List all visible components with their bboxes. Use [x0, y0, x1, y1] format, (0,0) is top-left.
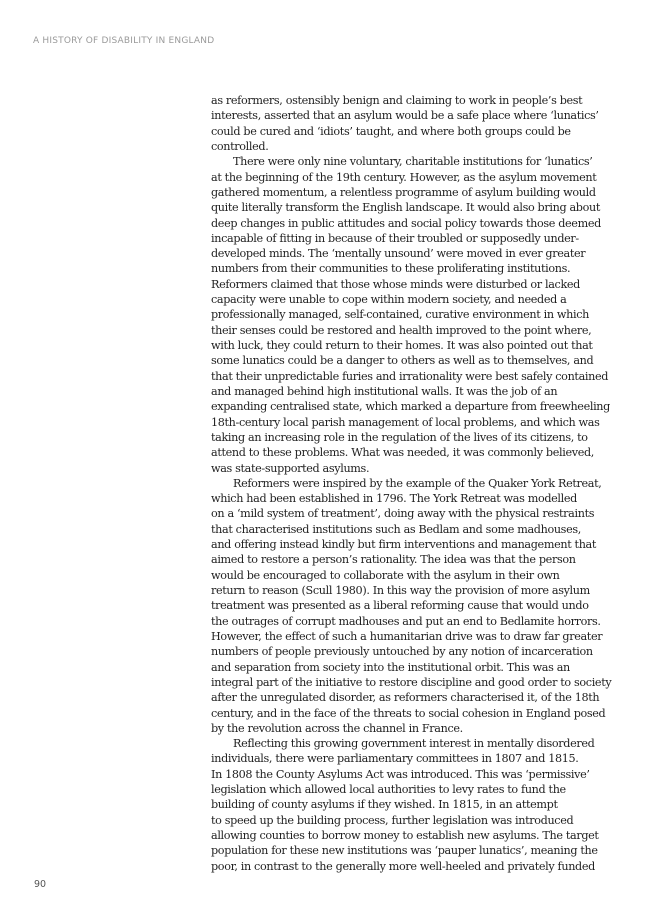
text-line: population for these new institutions was ‘pauper lunatics’, meaning the — [211, 844, 598, 858]
text-line: capacity were unable to cope within modern society, and needed a — [211, 293, 567, 307]
text-line: aimed to restore a person’s rationality. The idea was that the person — [211, 553, 576, 567]
text-line: Reformers claimed that those whose minds were disturbed or lacked — [211, 277, 580, 291]
text-line: with luck, they could return to their homes. It was also pointed out that — [211, 339, 593, 352]
text-line: Reformers were inspired by the example of the Quaker York Retreat, — [233, 476, 602, 490]
text-line: expanding centralised state, which marked a departure from freewheeling — [211, 400, 610, 414]
running-head: A HISTORY OF DISABILITY IN ENGLAND — [33, 36, 215, 46]
text-line: return to reason (Scull 1980). In this way the provision of more asylum — [211, 584, 590, 597]
text-line: attend to these problems. What was needed, it was commonly believed, — [211, 446, 594, 460]
text-line: that their unpredictable furies and irrationality were best safely contained — [211, 369, 609, 383]
text-line: quite literally transform the English landscape. It would also bring about — [211, 201, 600, 215]
page-number: 90 — [34, 879, 47, 890]
text-line: treatment was presented as a liberal reforming cause that would undo — [211, 599, 589, 613]
body-text — [211, 93, 612, 874]
text-line: by the revolution across the channel in France. — [211, 721, 463, 735]
text-line: incapable of fitting in because of their troubled or supposedly under- — [211, 231, 579, 245]
text-line: There were only nine voluntary, charitable institutions for ‘lunatics’ — [233, 155, 593, 169]
text-line: could be cured and ‘idiots’ taught, and where both groups could be — [211, 124, 571, 138]
text-line: and managed behind high institutional walls. It was the job of an — [211, 384, 558, 398]
text-line: developed minds. The ‘mentally unsound’ were moved in ever greater — [211, 247, 586, 261]
text-line: and separation from society into the institutional orbit. This was an — [211, 660, 570, 674]
text-line: after the unregulated disorder, as reformers characterised it, of the 18th — [211, 691, 600, 705]
text-line: which had been established in 1796. The York Retreat was modelled — [211, 492, 577, 506]
text-line: numbers from their communities to these proliferating institutions. — [211, 262, 571, 276]
text-line: interests, asserted that an asylum would be a safe place where ‘lunatics’ — [211, 109, 599, 123]
text-line: numbers of people previously untouched by any notion of incarceration — [211, 645, 593, 659]
text-line: as reformers, ostensibly benign and claiming to work in people’s best — [211, 94, 583, 107]
text-line: individuals, there were parliamentary committees in 1807 and 1815. — [211, 752, 579, 766]
text-line: at the beginning of the 19th century. However, as the asylum movement — [211, 170, 597, 184]
text-line: their senses could be restored and health improved to the point where, — [211, 323, 592, 337]
text-line: professionally managed, self-contained, curative environment in which — [211, 308, 590, 322]
text-line: building of county asylums if they wished. In 1815, in an attempt — [211, 798, 558, 812]
text-line: In 1808 the County Asylums Act was introduced. This was ‘permissive’ — [211, 767, 590, 781]
text-line: deep changes in public attitudes and social policy towards those deemed — [211, 216, 601, 230]
text-line: century, and in the face of the threats to social cohesion in England posed — [211, 706, 606, 720]
text-line: on a ‘mild system of treatment’, doing away with the physical restraints — [211, 507, 595, 521]
text-line: 18th-century local parish management of local problems, and which was — [211, 415, 600, 429]
text-line: However, the effect of such a humanitarian drive was to draw far greater — [211, 629, 603, 643]
text-line: to speed up the building process, further legislation was introduced — [211, 813, 574, 827]
text-line: and offering instead kindly but firm interventions and management that — [211, 538, 597, 552]
text-line: was state-supported asylums. — [211, 461, 370, 475]
text-line: poor, in contrast to the generally more well-heeled and privately funded — [211, 859, 595, 873]
text-line: gathered momentum, a relentless programme of asylum building would — [211, 185, 596, 199]
text-line: some lunatics could be a danger to others as well as to themselves, and — [211, 354, 594, 368]
text-line: that characterised institutions such as Bedlam and some madhouses, — [211, 522, 581, 536]
text-line: legislation which allowed local authorities to levy rates to fund the — [211, 783, 566, 797]
text-line: would be encouraged to collaborate with the asylum in their own — [211, 568, 560, 582]
text-line: allowing counties to borrow money to establish new asylums. The target — [211, 829, 599, 842]
text-line: integral part of the initiative to restore discipline and good order to society — [211, 675, 612, 689]
text-line: taking an increasing role in the regulation of the lives of its citizens, to — [211, 430, 588, 444]
text-line: controlled. — [211, 139, 269, 153]
text-line: the outrages of corrupt madhouses and put an end to Bedlamite horrors. — [211, 614, 601, 628]
text-line: Reflecting this growing government interest in mentally disordered — [233, 737, 595, 751]
